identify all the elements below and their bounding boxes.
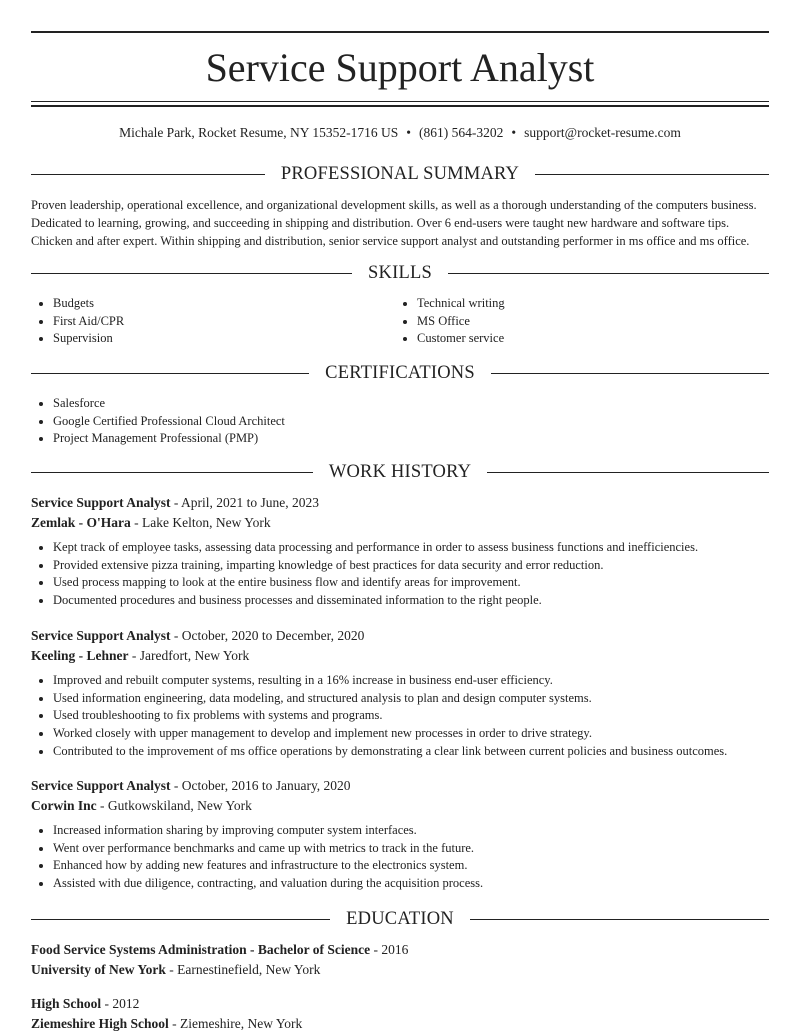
job-entry <box>31 493 769 610</box>
education-year: 2012 <box>112 996 140 1011</box>
skill-item: • MS Office <box>417 313 759 331</box>
skill-item: • First Aid/CPR <box>53 313 395 331</box>
contact-separator: • <box>406 125 412 140</box>
job-title-line: Service Support Analyst - October, 2016 to January, 2020 <box>31 778 351 793</box>
job-bullet: • Assisted with due diligence, contracting, and valuation during the acquisition process. <box>53 875 769 893</box>
certification-item: • Salesforce <box>53 395 769 413</box>
job-title-line: Service Support Analyst - October, 2020 to December, 2020 <box>31 628 365 643</box>
job-title: Service Support Analyst <box>31 495 171 510</box>
education-degree-line: Food Service Systems Administration - Bachelor of Science - 2016 <box>31 942 409 957</box>
job-bullet: • Went over performance benchmarks and came up with metrics to track in the future. <box>53 840 769 858</box>
contact-address: Michale Park, Rocket Resume, NY 15352-1716 US <box>119 125 399 140</box>
skills-heading-label: SKILLS <box>368 263 432 283</box>
skill-item: • Supervision <box>53 330 395 348</box>
certifications-list <box>31 395 769 448</box>
summary-text: Proven leadership, operational excellence, and organizational development skills, as well as a thorough understanding of the computers business. Dedicated to learning, growing, and succeeding in shipping and distribution. Over 6 end-users were taught new hardware and software tips. Chicken and after expert. Within shipping and distribution, senior service support analyst and outstanding performer in ms office and ms office. <box>31 198 757 248</box>
job-title: Service Support Analyst <box>31 628 171 643</box>
job-bullets <box>31 539 769 610</box>
job-bullet: • Improved and rebuilt computer systems, resulting in a 16% increase in business end-user efficiency. <box>53 672 769 690</box>
job-bullet: • Used process mapping to look at the entire business flow and identify areas for improvement. <box>53 574 769 592</box>
certification-item: • Google Certified Professional Cloud Architect <box>53 413 769 431</box>
job-dates: October, 2016 to January, 2020 <box>181 778 351 793</box>
work-history-heading <box>31 461 769 483</box>
job-bullets <box>31 822 769 893</box>
heading-rule <box>535 174 769 175</box>
job-company-line: Zemlak - O'Hara - Lake Kelton, New York <box>31 515 271 530</box>
top-rule <box>31 31 769 33</box>
title-rule-thick <box>31 105 769 107</box>
job-dates: April, 2021 to June, 2023 <box>181 495 320 510</box>
work-history-heading-label: WORK HISTORY <box>328 462 472 482</box>
education-entry <box>31 994 769 1034</box>
education-year: 2016 <box>381 942 409 957</box>
contact-phone: (861) 564-3202 <box>419 125 504 140</box>
heading-rule <box>31 373 309 374</box>
contact-separator: • <box>511 125 517 140</box>
job-location: Lake Kelton, New York <box>142 515 271 530</box>
education-heading <box>31 908 769 930</box>
education-location: Ziemeshire, New York <box>180 1016 303 1031</box>
job-bullet: • Increased information sharing by improving computer system interfaces. <box>53 822 769 840</box>
contact-line <box>31 124 769 142</box>
skills-heading <box>31 262 769 284</box>
job-bullet: • Contributed to the improvement of ms office operations by demonstrating a clear link between current policies and business outcomes. <box>53 743 769 761</box>
certifications-heading <box>31 362 769 384</box>
job-company-line: Corwin Inc - Gutkowskiland, New York <box>31 798 252 813</box>
skill-item: • Budgets <box>53 295 395 313</box>
job-entry <box>31 626 769 761</box>
summary-heading <box>31 163 769 185</box>
heading-rule <box>31 273 352 274</box>
heading-rule <box>448 273 769 274</box>
skill-item: • Technical writing <box>417 295 759 313</box>
education-school-line: Ziemeshire High School - Ziemeshire, New York <box>31 1016 303 1031</box>
job-company: Zemlak - O'Hara <box>31 515 131 530</box>
education-school-line: University of New York - Earnestinefield, New York <box>31 962 321 977</box>
job-company: Keeling - Lehner <box>31 648 129 663</box>
education-school: Ziemeshire High School <box>31 1016 169 1031</box>
summary-heading-label: PROFESSIONAL SUMMARY <box>280 164 520 184</box>
heading-rule <box>31 472 313 473</box>
job-bullet: • Provided extensive pizza training, imparting knowledge of best practices for data security and error reduction. <box>53 557 769 575</box>
job-bullet: • Used information engineering, data modeling, and structured analysis to plan and design computer systems. <box>53 690 769 708</box>
job-bullet: • Worked closely with upper management to develop and implement new processes in order to drive strategy. <box>53 725 769 743</box>
heading-rule <box>487 472 769 473</box>
job-location: Gutkowskiland, New York <box>107 798 252 813</box>
certifications-heading-label: CERTIFICATIONS <box>325 363 475 383</box>
job-company: Corwin Inc <box>31 798 97 813</box>
job-location: Jaredfort, New York <box>139 648 250 663</box>
education-school: University of New York <box>31 962 166 977</box>
skill-item: • Customer service <box>417 330 759 348</box>
job-bullet: • Enhanced how by adding new features and infrastructure to the electronics system. <box>53 857 769 875</box>
job-title-line: Service Support Analyst - April, 2021 to June, 2023 <box>31 495 320 510</box>
skills-column-right <box>395 295 759 348</box>
certification-item: • Project Management Professional (PMP) <box>53 430 769 448</box>
job-bullet: • Kept track of employee tasks, assessing data processing and performance in order to assess business functions and inefficiencies. <box>53 539 769 557</box>
job-dates: October, 2020 to December, 2020 <box>181 628 365 643</box>
contact-email: support@rocket-resume.com <box>524 125 681 140</box>
job-bullet: • Documented procedures and business processes and disseminated information to the right people. <box>53 592 769 610</box>
skills-column-left <box>31 295 395 348</box>
heading-rule <box>31 919 330 920</box>
job-company-line: Keeling - Lehner - Jaredfort, New York <box>31 648 250 663</box>
title-rule-thin <box>31 101 769 102</box>
job-entry <box>31 776 769 893</box>
education-location: Earnestinefield, New York <box>177 962 321 977</box>
education-degree: High School <box>31 996 102 1011</box>
education-entry <box>31 940 769 980</box>
resume-title: Service Support Analyst <box>205 45 595 90</box>
heading-rule <box>491 373 769 374</box>
heading-rule <box>31 174 265 175</box>
education-heading-label: EDUCATION <box>346 909 454 929</box>
education-degree: Food Service Systems Administration - Bachelor of Science <box>31 942 371 957</box>
education-degree-line: High School - 2012 <box>31 996 140 1011</box>
heading-rule <box>470 919 769 920</box>
skills-list <box>31 295 769 348</box>
job-bullet: • Used troubleshooting to fix problems with systems and programs. <box>53 707 769 725</box>
job-bullets <box>31 672 769 761</box>
job-title: Service Support Analyst <box>31 778 171 793</box>
